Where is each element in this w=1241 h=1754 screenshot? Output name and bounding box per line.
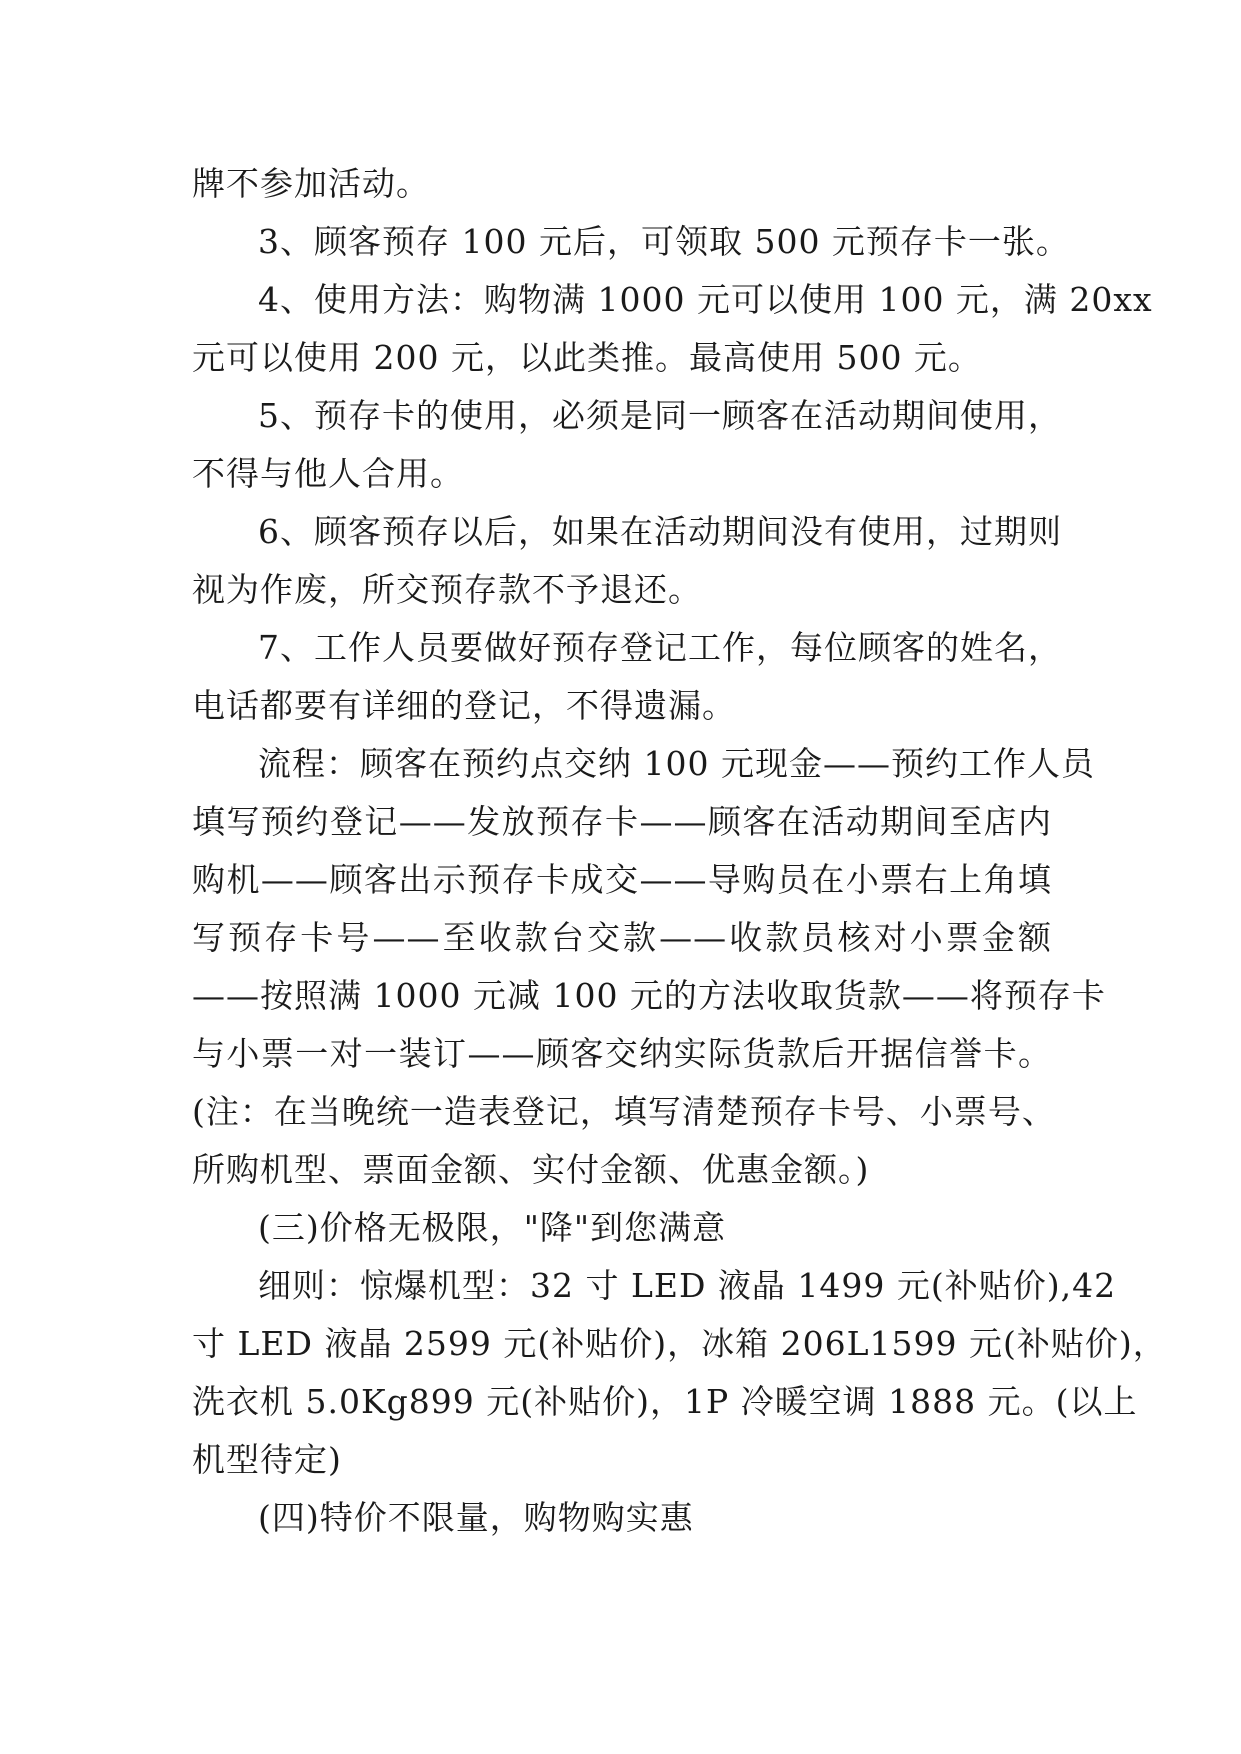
text-line: 细则：惊爆机型：32 寸 LED 液晶 1499 元(补贴价),42 bbox=[258, 1266, 1117, 1305]
text-line: 购机——顾客出示预存卡成交——导购员在小票右上角填 bbox=[192, 860, 1052, 899]
text-line: (注：在当晚统一造表登记，填写清楚预存卡号、小票号、 bbox=[192, 1092, 1056, 1131]
text-line: 洗衣机 5.0Kg899 元(补贴价)，1P 冷暖空调 1888 元。(以上 bbox=[192, 1382, 1138, 1421]
text-line: 3、顾客预存 100 元后，可领取 500 元预存卡一张。 bbox=[258, 222, 1070, 261]
text-line: ——按照满 1000 元减 100 元的方法收取货款——将预存卡 bbox=[192, 976, 1106, 1015]
text-line: 视为作废，所交预存款不予退还。 bbox=[192, 570, 702, 609]
paragraph-rule-3 bbox=[192, 213, 1070, 271]
paragraph-details bbox=[192, 1257, 1167, 1489]
paragraph-brand-exclusion bbox=[192, 155, 1052, 213]
text-line: (四)特价不限量，购物购实惠 bbox=[258, 1498, 694, 1537]
text-line: 4、使用方法：购物满 1000 元可以使用 100 元，满 20xx bbox=[258, 280, 1153, 319]
text-line: 电话都要有详细的登记，不得遗漏。 bbox=[192, 686, 736, 725]
text-line: (三)价格无极限，"降"到您满意 bbox=[258, 1208, 727, 1247]
document-body bbox=[192, 155, 1167, 1547]
section-heading-4 bbox=[192, 1489, 1052, 1547]
text-line: 寸 LED 液晶 2599 元(补贴价)，冰箱 206L1599 元(补贴价)， bbox=[192, 1324, 1167, 1363]
text-line: 牌不参加活动。 bbox=[192, 164, 430, 203]
text-line: 7、工作人员要做好预存登记工作，每位顾客的姓名， bbox=[258, 628, 1062, 667]
text-line: 流程：顾客在预约点交纳 100 元现金——预约工作人员 bbox=[258, 744, 1095, 783]
text-line: 写预存卡号——至收款台交款——收款员核对小票金额 bbox=[192, 918, 1052, 957]
paragraph-rule-4 bbox=[192, 271, 1153, 387]
text-line: 机型待定) bbox=[192, 1440, 342, 1479]
text-line: 5、预存卡的使用，必须是同一顾客在活动期间使用， bbox=[258, 396, 1062, 435]
text-line: 所购机型、票面金额、实付金额、优惠金额。) bbox=[192, 1150, 870, 1189]
text-line: 与小票一对一装订——顾客交纳实际货款后开据信誉卡。 bbox=[192, 1034, 1052, 1073]
paragraph-rule-5 bbox=[192, 387, 1062, 503]
paragraph-process-flow bbox=[192, 735, 1106, 1199]
paragraph-rule-6 bbox=[192, 503, 1062, 619]
text-line: 元可以使用 200 元，以此类推。最高使用 500 元。 bbox=[192, 338, 982, 377]
text-line: 6、顾客预存以后，如果在活动期间没有使用，过期则 bbox=[258, 512, 1062, 551]
paragraph-rule-7 bbox=[192, 619, 1062, 735]
text-line: 填写预约登记——发放预存卡——顾客在活动期间至店内 bbox=[192, 802, 1052, 841]
text-line: 不得与他人合用。 bbox=[192, 454, 464, 493]
section-heading-3 bbox=[192, 1199, 1052, 1257]
